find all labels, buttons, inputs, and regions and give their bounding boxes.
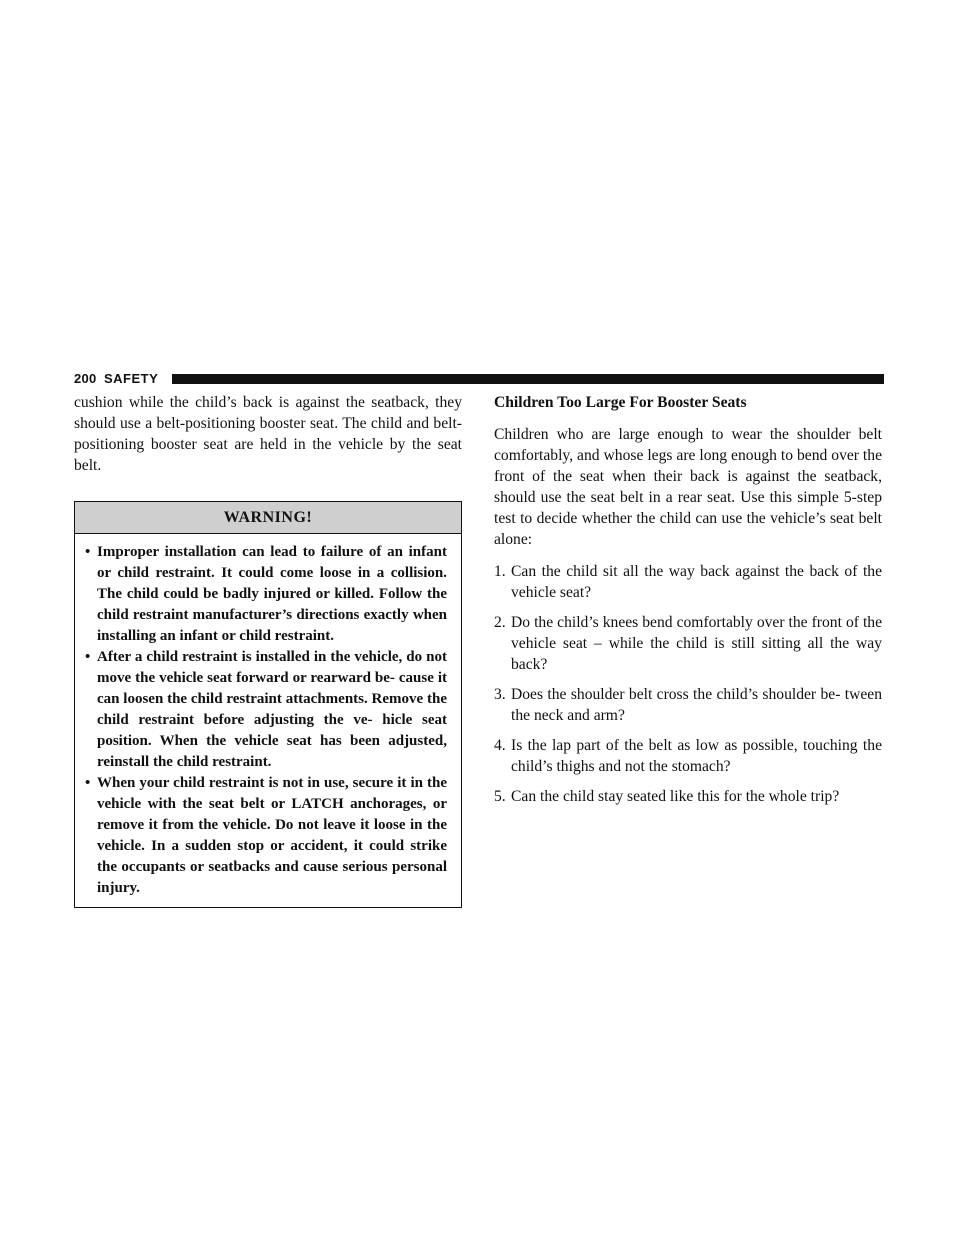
step-number: 3. [494, 686, 506, 703]
bullet-icon: • [85, 544, 91, 560]
right-column [494, 392, 882, 816]
left-column [74, 392, 462, 908]
step-number: 1. [494, 563, 506, 580]
step-text: Is the lap part of the belt as low as possible, touching the child’s thighs and not the stomach? [511, 737, 882, 775]
bullet-icon: • [85, 775, 91, 791]
list-item [494, 612, 882, 675]
header-rule [172, 374, 884, 384]
warning-item-text: Improper installation can lead to failure of an infant or child restraint. It could come loose in a collision. The child could be badly injured or killed. Follow the child restraint manufacturer’s directions exactly when installing an infant or child restraint. [97, 544, 447, 644]
step-text: Do the child’s knees bend comfortably over the front of the vehicle seat – while the child is still sitting all the way back? [511, 614, 882, 673]
warning-box [74, 501, 462, 908]
warning-item-text: When your child restraint is not in use, secure it in the vehicle with the seat belt or LATCH anchorages, or remove it from the vehicle. Do not leave it loose in the vehicle. In a sudden stop or accident, it could strike the occupants or seatbacks and cause serious personal injury. [97, 775, 447, 896]
intro-paragraph: cushion while the child’s back is against the seatback, they should use a belt-positioning booster seat. The child and belt-positioning booster seat are held in the vehicle by the seat belt. [74, 394, 462, 474]
step-number: 4. [494, 737, 506, 754]
body-paragraph: Children who are large enough to wear the shoulder belt comfortably, and whose legs are long enough to bend over the front of the seat when their back is against the seatback, should use the seat belt in a rear seat. Use this simple 5-step test to decide whether the child can use the vehicle’s seat belt alone: [494, 426, 882, 548]
step-text: Can the child sit all the way back against the back of the vehicle seat? [511, 563, 882, 601]
list-item [494, 561, 882, 603]
step-number: 5. [494, 788, 506, 805]
list-item [494, 786, 882, 807]
section-heading: Children Too Large For Booster Seats [494, 394, 747, 411]
step-number: 2. [494, 614, 506, 631]
warning-title: WARNING! [75, 502, 461, 534]
bullet-icon: • [85, 649, 91, 665]
warning-item [75, 773, 447, 899]
list-item [494, 735, 882, 777]
page-number: 200 [74, 371, 97, 386]
step-text: Does the shoulder belt cross the child’s shoulder be- tween the neck and arm? [511, 686, 882, 724]
warning-list [75, 534, 461, 907]
warning-item [75, 647, 447, 773]
warning-item-text: After a child restraint is installed in the vehicle, do not move the vehicle seat forward or rearward be- cause it can loosen the child restraint attachments. Remove the child restraint before adjusting the ve- hicle seat position. When the vehicle seat has been adjusted, reinstall the child restraint. [97, 649, 447, 770]
step-text: Can the child stay seated like this for the whole trip? [511, 788, 840, 805]
list-item [494, 684, 882, 726]
page-header [74, 372, 884, 386]
section-title: SAFETY [104, 371, 159, 386]
warning-item [75, 542, 447, 647]
steps-list [494, 561, 882, 807]
